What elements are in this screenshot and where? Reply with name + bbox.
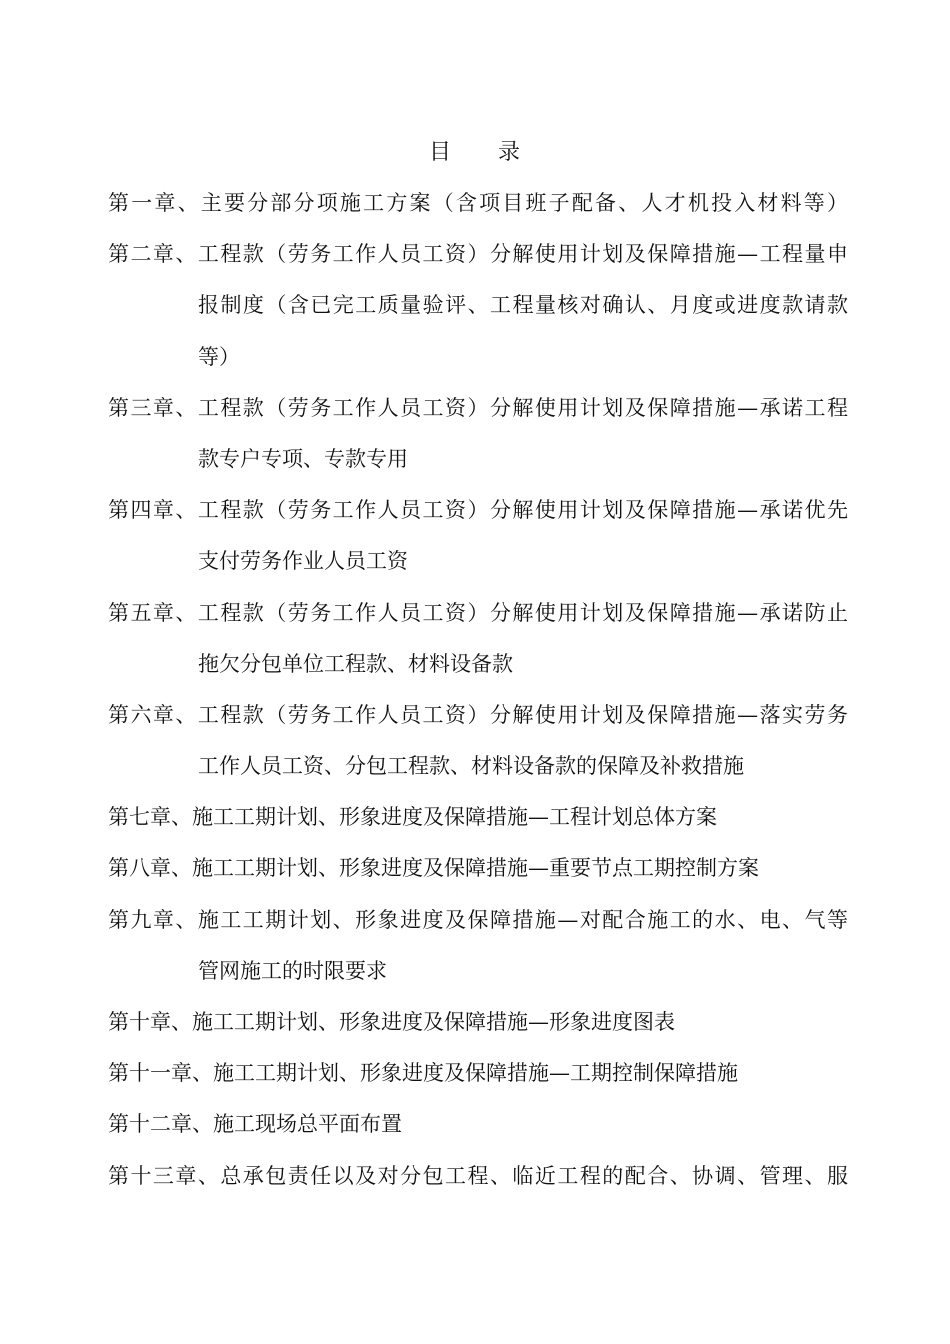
toc-entry[interactable] xyxy=(108,798,848,849)
toc-entry[interactable] xyxy=(108,389,848,491)
toc-entry[interactable] xyxy=(108,491,848,593)
toc-entry-heading: 第三章、工程款（劳务工作人员工资）分解使用计划及保障措施—承诺工程 xyxy=(108,395,848,420)
toc-entry-heading: 第五章、工程款（劳务工作人员工资）分解使用计划及保障措施—承诺防止 xyxy=(108,600,848,625)
toc-entry[interactable] xyxy=(108,235,848,389)
toc-entry-continuation: 等） xyxy=(198,344,240,369)
toc-entry-heading: 第八章、施工工期计划、形象进度及保障措施—重要节点工期控制方案 xyxy=(108,856,759,881)
toc-entry-continuation: 支付劳务作业人员工资 xyxy=(198,549,408,574)
toc-entry-heading: 第七章、施工工期计划、形象进度及保障措施—工程计划总体方案 xyxy=(108,805,717,830)
toc-entry[interactable] xyxy=(108,1157,848,1208)
toc-list xyxy=(108,184,848,1208)
toc-entry-heading: 第十二章、施工现场总平面布置 xyxy=(108,1112,402,1137)
toc-title: 目 录 xyxy=(428,140,521,165)
toc-entry[interactable] xyxy=(108,1054,848,1105)
toc-entry-continuation: 拖欠分包单位工程款、材料设备款 xyxy=(198,651,513,676)
toc-entry-continuation: 报制度（含已完工质量验评、工程量核对确认、月度或进度款请款 xyxy=(198,293,848,318)
toc-entry-heading: 第十三章、总承包责任以及对分包工程、临近工程的配合、协调、管理、服 xyxy=(108,1163,848,1188)
toc-entry[interactable] xyxy=(108,849,848,900)
toc-entry-heading: 第二章、工程款（劳务工作人员工资）分解使用计划及保障措施—工程量申 xyxy=(108,242,848,267)
toc-entry[interactable] xyxy=(108,1105,848,1156)
toc-entry-continuation: 款专户专项、专款专用 xyxy=(198,446,408,471)
toc-entry-heading: 第十章、施工工期计划、形象进度及保障措施—形象进度图表 xyxy=(108,1010,675,1034)
toc-entry-continuation: 管网施工的时限要求 xyxy=(198,958,387,983)
toc-entry[interactable] xyxy=(108,696,848,798)
toc-entry-heading: 第九章、施工工期计划、形象进度及保障措施—对配合施工的水、电、气等 xyxy=(108,907,848,932)
toc-entry-heading: 第一章、主要分部分项施工方案（含项目班子配备、人才机投入材料等） xyxy=(108,191,848,215)
toc-entry-continuation: 工作人员工资、分包工程款、材料设备款的保障及补救措施 xyxy=(198,754,744,779)
toc-entry-heading: 第六章、工程款（劳务工作人员工资）分解使用计划及保障措施—落实劳务 xyxy=(108,702,848,727)
toc-entry[interactable] xyxy=(108,1003,848,1054)
toc-entry[interactable] xyxy=(108,184,848,235)
toc-entry-heading: 第十一章、施工工期计划、形象进度及保障措施—工期控制保障措施 xyxy=(108,1061,738,1086)
toc-entry-heading: 第四章、工程款（劳务工作人员工资）分解使用计划及保障措施—承诺优先 xyxy=(108,498,848,523)
toc-entry[interactable] xyxy=(108,594,848,696)
toc-entry[interactable] xyxy=(108,901,848,1003)
